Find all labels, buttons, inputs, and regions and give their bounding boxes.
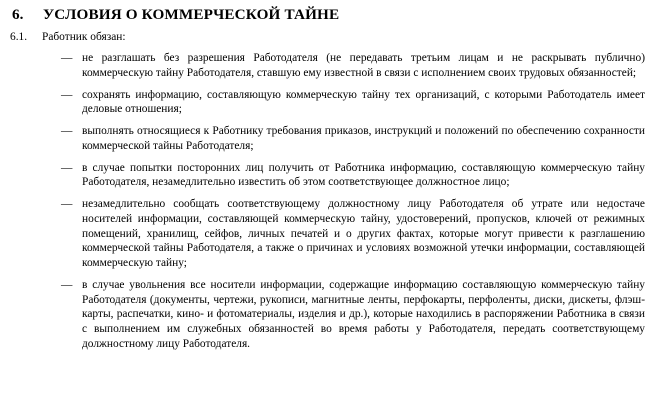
clause-number: 6.1. (10, 31, 28, 43)
list-item (0, 51, 657, 80)
em-dash-icon: — (61, 125, 73, 138)
list-item-text: сохранять информацию, составляющую коммерческую тайну тех организаций, с которыми Работодатель имеет деловые отношения; (82, 88, 645, 116)
em-dash-icon: — (61, 161, 73, 174)
clause-text: Работник обязан: (42, 31, 126, 43)
section-number: 6. (12, 6, 24, 23)
clause-line (0, 30, 657, 45)
list-item-text: выполнять относящиеся к Работнику требования приказов, инструкций и положений по обеспечению сохранности коммерческой тайны Работодателя; (82, 125, 645, 152)
list-item (0, 88, 657, 117)
list-item (0, 161, 657, 190)
em-dash-icon: — (61, 198, 73, 211)
list-item-text: не разглашать без разрешения Работодателя (не передавать третьим лицам и не раскрывать публично) коммерческую тайну Работодателя, ставшую ему известной в связи с исполнением своих трудовых обязанностей; (82, 52, 645, 79)
em-dash-icon: — (61, 88, 73, 101)
list-item (0, 197, 657, 271)
list-item (0, 278, 657, 352)
list-item-text: незамедлительно сообщать соответствующему должностному лицу Работодателя об утрате или недостаче носителей информации, составляющей коммерческую тайну, удостоверений, пропусков, ключей от режимных помещений, хранилищ, сейфов, личных печатей и о других фактах, которые могут привести к разглашению коммерческой тайны Работодателя, а также о причинах и условиях возможной утечки информации, составляющей коммерческую тайну; (82, 198, 645, 270)
list-item-text: в случае увольнения все носители информации, содержащие информацию составляющую коммерческую тайну Работодателя (документы, чертежи, рукописи, магнитные ленты, перфокарты, перфоленты, диски, дискеты, флэш-карты, распечатки, кино- и фотоматериалы, изделия и др.), которые находились в распоряжении Работника в связи с выполнением им служебных обязанностей во время работы у Работодателя, передать соответствующему должностному лицу Работодателя. (82, 279, 645, 350)
list-item (0, 124, 657, 153)
section-title: УСЛОВИЯ О КОММЕРЧЕСКОЙ ТАЙНЕ (43, 6, 340, 23)
em-dash-icon: — (61, 52, 73, 64)
list-item-text: в случае попытки посторонних лиц получить от Работника информацию, составляющую коммерческую тайну Работодателя, незамедлительно известить об этом соответствующее должностное лицо; (82, 161, 645, 189)
em-dash-icon: — (61, 279, 73, 292)
obligations-list (0, 51, 657, 352)
section-heading (0, 5, 657, 24)
